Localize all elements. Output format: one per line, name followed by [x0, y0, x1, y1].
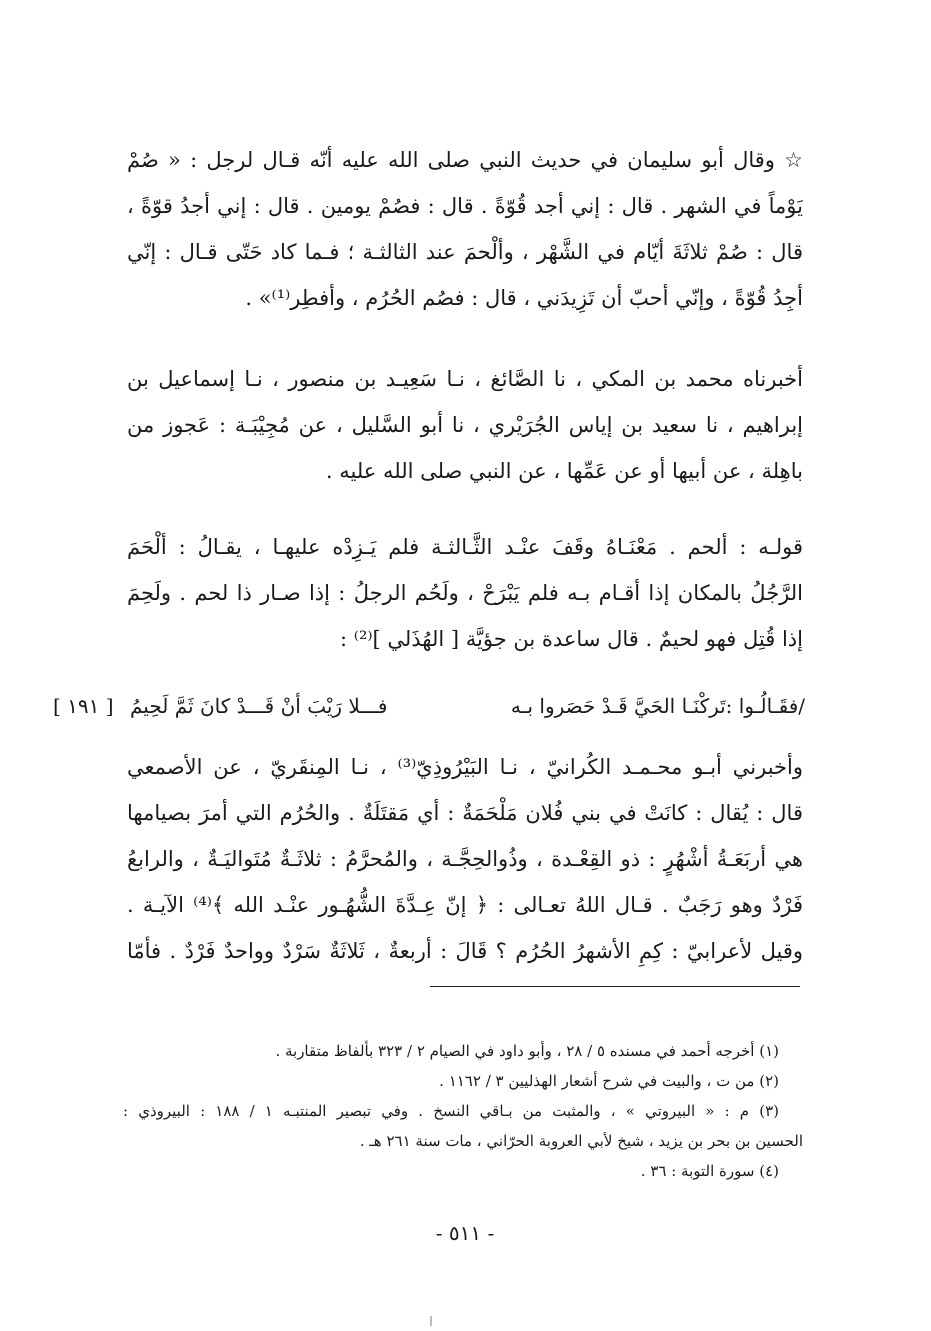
- text-line: أخبرناه محمد بن المكي ، نا الصَّائغ ، نـا سَعِيـد بن منصور ، نـا إسماعيل بن: [127, 367, 803, 391]
- text-line: قولـه : ألحم . مَعْنَـاهُ وقَفَ عنْـد الثَّـالثـة فلم يَـزِدْه عليهـا ، يقـالُ : ألْحَمَ: [127, 535, 803, 559]
- footnote-3: (٣) م : « البيروتي » ، والمثبت من بـاقي النسخ . وفي تبصير المنتبـه ١ / ١٨٨ : البيروذي :: [123, 1102, 779, 1120]
- text-line: باهِلة ، عن أبيها أو عن عَمِّها ، عن النبي صلى الله عليه .: [325, 459, 803, 483]
- text-line: فَرْدٌ وهو رَجَبٌ . قـال اللهُ تعـالى : ﴿ إنّ عِـدَّةَ الشُّهُـور عنْـد الله ﴾⁽⁴⁾ الآيـة .: [127, 893, 803, 917]
- scan-mark: [430, 1316, 432, 1326]
- text-line: ☆ وقال أبو سليمان في حديث النبي صلى الله عليه أنّه قـال لرجل : « صُمْ: [127, 148, 803, 172]
- page-number: - ٥١١ -: [435, 1221, 495, 1245]
- text-line: قال : صُمْ ثلاثَةَ أيّام في الشَّهْر ، وألْحمَ عند الثالثـة ؛ فـما كاد حَتّى قـال : إنّي: [127, 240, 803, 264]
- footnote-divider: [430, 986, 800, 987]
- footnotes: [123, 1036, 803, 1186]
- text-line: قال : يُقال : كانَتْ في بني فُلان مَلْحَمَةٌ : أي مَقتَلَةٌ . والحُرُم التي أمرَ بصيامها: [127, 801, 803, 825]
- text-line: إذا قُتِل فهو لحيمٌ . قال ساعدة بن جؤيَّة [ الهُذَلي ]⁽²⁾ :: [340, 627, 803, 651]
- paragraph-explanation: [127, 524, 803, 662]
- poetry-verse: [130, 686, 805, 726]
- text-line: إبراهيم ، نا سعيد بن إياس الجُرَيْري ، نا أبو السَّليل ، عن مُجِيْبَـة : عَجوز من: [127, 413, 803, 437]
- paragraph-isnad: [127, 356, 803, 494]
- footnote-4: (٤) سورة التوبة : ٣٦ .: [640, 1162, 779, 1180]
- text-line: أجِدُ قُوّةً ، وإنّي أحبّ أن تَزِيدَني ، قال : فصُم الحُرُم ، وأفطِر⁽¹⁾» .: [245, 286, 803, 310]
- footnote-2: (٢) من ت ، والبيت في شرح أشعار الهذليين ٣ / ١١٦٢ .: [439, 1072, 779, 1090]
- verse-first-hemistich: /فقَـالُـوا :تَركْنَـا الحَيَّ قَـدْ حَصَروا بـه: [510, 694, 805, 718]
- text-line: يَوْماً في الشهر . قال : إني أجد قُوّةً . قال : فصُمْ يومين . قال : إني أجدُ قوّةً ،: [127, 194, 803, 218]
- footnote-3-continued: الحسين بن بحر بن يزيد ، شيخ لأبي العروبة الحرّاني ، مات سنة ٢٦١ هـ .: [359, 1132, 803, 1150]
- text-line: وقيل لأعرابيّ : كِمِ الأشهرُ الحُرُم ؟ قَالَ : أربعةٌ ، ثَلاثَةٌ سَرْدٌ وواحدٌ فَرْدٌ . فأمّا: [127, 939, 803, 963]
- margin-page-reference: [ ١٩١ ]: [53, 694, 114, 718]
- paragraph-hadith: [127, 137, 803, 321]
- text-line: هي أربَعَـةُ أشْهُرٍ : ذو القِعْـدة ، وذُوالحِجَّـة ، والمُحرَّمُ : ثلاثَـةٌ مُتَواليَـةٌ ، والرابعُ: [127, 847, 803, 871]
- text-line: وأخبرني أبـو محـمـد الكُرانيّ ، نـا البَيْرُوذِيّ⁽³⁾ ، نـا المِنقَريّ ، عن الأصمعي: [127, 755, 803, 779]
- paragraph-asmai: [127, 744, 803, 974]
- footnote-1: (١) أخرجه أحمد في مسنده ٥ / ٢٨ ، وأبو داود في الصيام ٢ / ٣٢٣ بألفاظ متقاربة .: [275, 1042, 779, 1060]
- text-line: الرَّجُلُ بالمكان إذا أقـام بـه فلم يَبْرَحْ ، ولَحُم الرجلُ : إذا صـار ذا لحم . ولَحِمَ: [127, 581, 803, 605]
- verse-second-hemistich: فـــلا رَيْبَ أنْ قَـــدْ كانَ ثَمَّ لَحِيمُ: [130, 694, 388, 718]
